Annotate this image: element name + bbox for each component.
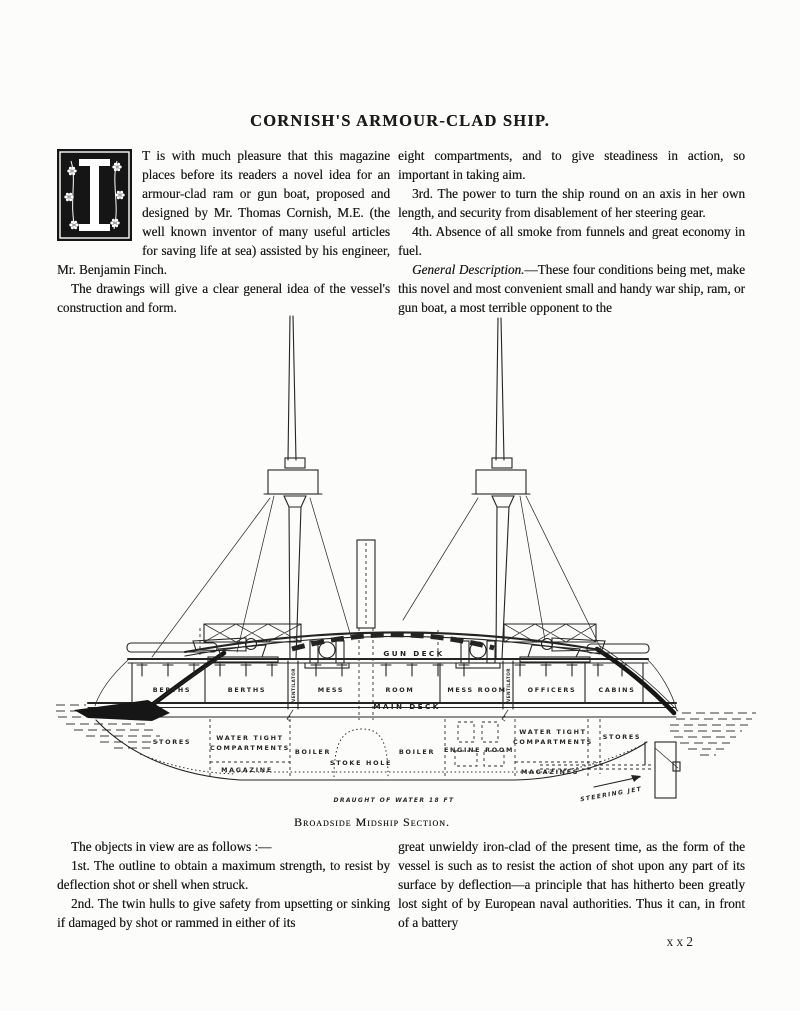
left-column-top — [57, 146, 390, 317]
right-column-bottom — [398, 837, 745, 951]
label-ventilator-1: VENTILATOR — [292, 667, 297, 703]
label-berths-1: BERTHS — [152, 686, 192, 694]
label-water-tight-aft-1: WATER TIGHT — [519, 728, 587, 736]
label-water-tight-fore-1: WATER TIGHT — [216, 734, 284, 742]
page-title: CORNISH'S ARMOUR-CLAD SHIP. — [250, 111, 550, 130]
label-boiler-2: BOILER — [398, 748, 436, 756]
label-room: ROOM — [385, 686, 415, 694]
drop-cap-woodcut — [57, 149, 132, 241]
paragraph-continuation: eight compartments, and to give steadiness in action, so important in taking aim. — [398, 148, 745, 182]
label-officers: OFFICERS — [527, 686, 577, 694]
paragraph-1st: 1st. The outline to obtain a maximum strength, to resist by deflection shot or shell when struck. — [57, 858, 390, 892]
label-engine-room: ENGINE ROOM — [443, 746, 515, 754]
figure-caption: Broadside Midship Section. — [294, 815, 450, 829]
drop-cap-initial — [57, 149, 132, 241]
general-description-lead: General Description. — [412, 262, 525, 277]
label-ventilator-2: VENTILATOR — [507, 667, 512, 703]
paragraph-3rd: 3rd. The power to turn the ship round on an axis in her own length, and security from disablement of her steering gear. — [398, 186, 745, 220]
top-text-columns — [57, 146, 745, 317]
stoke-hole-arch — [334, 729, 388, 777]
label-boiler-1: BOILER — [294, 748, 332, 756]
right-column-top — [398, 146, 745, 317]
paragraph-4th: 4th. Absence of all smoke from funnels and great economy in fuel. — [398, 224, 745, 258]
printers-signature: x x 2 — [666, 934, 693, 949]
label-gun-deck: GUN DECK — [383, 649, 445, 658]
funnel — [357, 540, 375, 720]
deck-stanchions — [137, 664, 627, 676]
left-column-bottom — [57, 837, 390, 951]
paragraph-2nd: 2nd. The twin hulls to give safety from upsetting or sinking if damaged by shot or rammed in either of its — [57, 896, 390, 930]
paragraph-general-description — [398, 260, 745, 317]
label-main-deck: MAIN DECK — [373, 702, 441, 711]
paragraph-intro: T is with much pleasure that this magazine places before its readers a novel idea for an armour-clad ram or gun boat, proposed and designed by Mr. Thomas Cornish, M.E. (the well known inventor of many useful articles for saving life at sea) assisted by his engineer, Mr. Benjamin Finch. — [57, 148, 390, 277]
fore-mast — [152, 316, 352, 659]
paragraph-objects: The objects in view are as follows :— — [71, 839, 272, 854]
label-magazine: MAGAZINE — [221, 766, 273, 774]
paragraph-ironclad: great unwieldy iron-clad of the present time, as the form of the vessel is such as to resist the action of shot upon any part of its surface by deflection—a principle that has hitherto been greatly lost sight of by European naval authorities. Thus it can, in front of a battery — [398, 839, 745, 930]
label-draught: DRAUGHT OF WATER 18 FT — [333, 797, 455, 804]
water-surface-aft — [670, 713, 756, 755]
label-steering-jet: STEERING JET — [579, 785, 643, 804]
engine-machinery — [455, 722, 504, 766]
general-description-rest: —These four conditions being met, make this novel and most convenient small and handy war ship, ram, or gun boat, a most terrible opponent to the — [398, 262, 745, 315]
label-water-tight-fore-2: COMPARTMENTS — [210, 744, 290, 752]
label-stores-fore: STORES — [152, 738, 192, 746]
label-stoke-hole: STOKE HOLE — [329, 759, 393, 767]
label-water-tight-aft-2: COMPARTMENTS — [513, 738, 593, 746]
label-mess: MESS — [317, 686, 345, 694]
paragraph-drawings: The drawings will give a clear general idea of the vessel's construction and form. — [57, 281, 390, 315]
label-mess-room: MESS ROOM — [447, 686, 507, 694]
ship-diagram — [0, 310, 800, 810]
label-magazines: MAGAZINES — [520, 768, 580, 776]
label-berths-2: BERTHS — [227, 686, 267, 694]
main-mast — [403, 318, 604, 659]
label-stores-aft: STORES — [602, 733, 642, 741]
diagram-labels — [153, 649, 643, 804]
label-cabins: CABINS — [598, 686, 636, 694]
bottom-text-columns — [57, 837, 745, 951]
